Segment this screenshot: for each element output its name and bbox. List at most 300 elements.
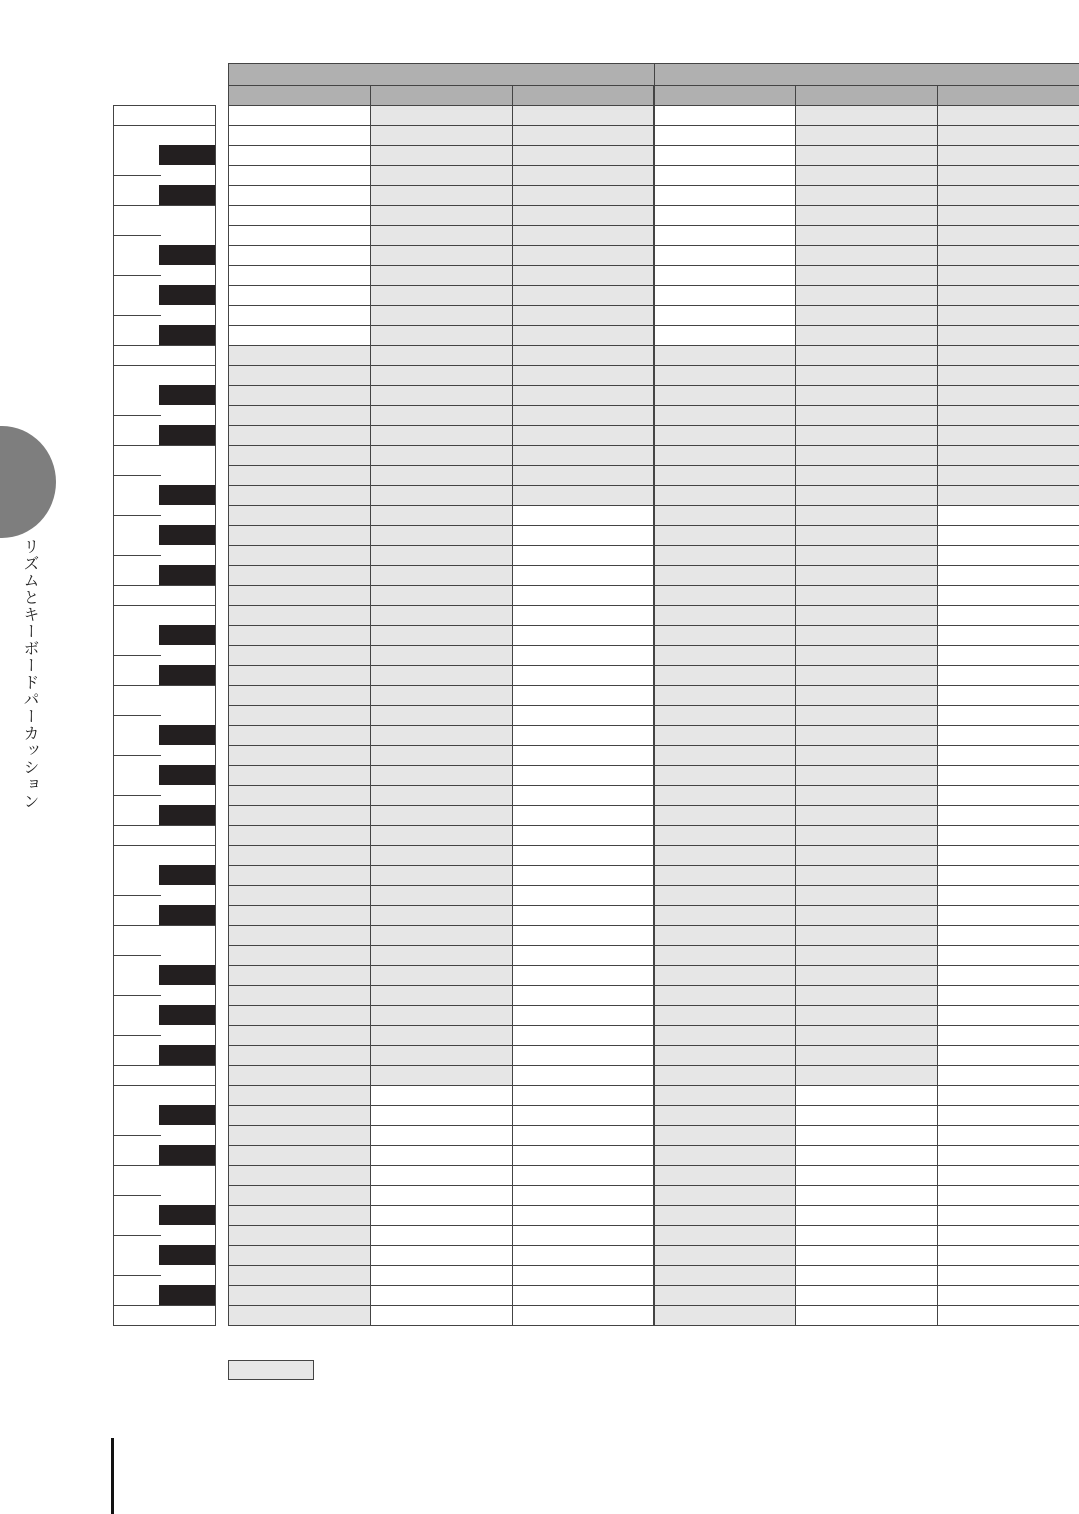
- table-cell: [937, 1205, 1079, 1226]
- white-key-divider: [113, 515, 161, 516]
- black-key: [159, 1205, 215, 1225]
- table-cell: [937, 785, 1079, 806]
- table-cell: [654, 565, 797, 586]
- table-cell: [937, 685, 1079, 706]
- table-cell: [795, 1085, 938, 1106]
- table-cell: [795, 165, 938, 186]
- table-cell: [937, 1125, 1079, 1146]
- table-cell: [654, 205, 797, 226]
- table-cell: [937, 965, 1079, 986]
- black-key: [159, 1005, 215, 1025]
- table-cell: [937, 145, 1079, 166]
- table-cell: [795, 765, 938, 786]
- table-cell: [370, 865, 513, 886]
- table-cell: [654, 165, 797, 186]
- table-cell: [512, 785, 655, 806]
- table-cell: [795, 1265, 938, 1286]
- table-cell: [512, 425, 655, 446]
- table-cell: [795, 1045, 938, 1066]
- table-cell: [937, 1285, 1079, 1306]
- table-cell: [512, 445, 655, 466]
- table-cell: [512, 305, 655, 326]
- table-cell: [228, 765, 371, 786]
- table-cell: [937, 1085, 1079, 1106]
- table-cell: [654, 425, 797, 446]
- white-key-divider: [113, 475, 161, 476]
- table-cell: [795, 465, 938, 486]
- column-header: [228, 85, 371, 106]
- table-cell: [228, 425, 371, 446]
- white-key-divider: [113, 365, 216, 366]
- table-cell: [654, 965, 797, 986]
- table-cell: [795, 145, 938, 166]
- legend-swatch: [228, 1360, 314, 1380]
- table-cell: [937, 1045, 1079, 1066]
- black-key: [159, 425, 215, 445]
- table-cell: [228, 745, 371, 766]
- table-cell: [654, 125, 797, 146]
- white-key-divider: [113, 685, 216, 686]
- table-cell: [937, 245, 1079, 266]
- table-cell: [512, 705, 655, 726]
- table-cell: [654, 1225, 797, 1246]
- column-header: [654, 85, 797, 106]
- table-cell: [795, 865, 938, 886]
- table-cell: [370, 425, 513, 446]
- table-cell: [654, 1285, 797, 1306]
- table-cell: [228, 405, 371, 426]
- table-cell: [795, 305, 938, 326]
- white-key-divider: [113, 655, 161, 656]
- group-header: [228, 63, 655, 86]
- table-cell: [512, 725, 655, 746]
- table-cell: [370, 585, 513, 606]
- table-cell: [654, 305, 797, 326]
- table-cell: [795, 125, 938, 146]
- table-cell: [937, 1305, 1079, 1326]
- white-key-divider: [113, 1165, 216, 1166]
- table-cell: [228, 1285, 371, 1306]
- white-key-divider: [113, 235, 161, 236]
- table-cell: [370, 925, 513, 946]
- table-cell: [937, 605, 1079, 626]
- table-cell: [370, 605, 513, 626]
- table-cell: [512, 825, 655, 846]
- table-cell: [228, 1065, 371, 1086]
- table-cell: [512, 525, 655, 546]
- table-cell: [654, 645, 797, 666]
- table-cell: [228, 945, 371, 966]
- table-cell: [937, 1165, 1079, 1186]
- table-cell: [937, 925, 1079, 946]
- table-cell: [795, 1125, 938, 1146]
- table-cell: [512, 385, 655, 406]
- white-key-divider: [113, 955, 161, 956]
- table-cell: [370, 1085, 513, 1106]
- table-cell: [228, 1005, 371, 1026]
- table-cell: [370, 285, 513, 306]
- table-cell: [654, 905, 797, 926]
- table-cell: [512, 125, 655, 146]
- table-cell: [937, 305, 1079, 326]
- table-cell: [228, 325, 371, 346]
- table-cell: [795, 485, 938, 506]
- table-cell: [937, 205, 1079, 226]
- table-cell: [512, 265, 655, 286]
- table-cell: [795, 325, 938, 346]
- white-key-divider: [113, 585, 216, 586]
- table-cell: [228, 385, 371, 406]
- black-key: [159, 765, 215, 785]
- table-cell: [937, 645, 1079, 666]
- table-cell: [937, 825, 1079, 846]
- table-cell: [370, 885, 513, 906]
- table-cell: [654, 385, 797, 406]
- table-cell: [937, 405, 1079, 426]
- table-cell: [795, 505, 938, 526]
- table-cell: [795, 1025, 938, 1046]
- table-cell: [795, 645, 938, 666]
- table-cell: [937, 1025, 1079, 1046]
- table-cell: [654, 1065, 797, 1086]
- table-cell: [228, 1205, 371, 1226]
- black-key: [159, 565, 215, 585]
- table-cell: [654, 285, 797, 306]
- table-cell: [228, 1265, 371, 1286]
- table-cell: [228, 785, 371, 806]
- table-cell: [795, 705, 938, 726]
- white-key-divider: [113, 1235, 161, 1236]
- table-cell: [228, 125, 371, 146]
- table-cell: [370, 1125, 513, 1146]
- table-cell: [937, 525, 1079, 546]
- table-cell: [937, 105, 1079, 126]
- white-key-divider: [113, 1085, 216, 1086]
- table-cell: [937, 425, 1079, 446]
- table-cell: [512, 685, 655, 706]
- table-cell: [795, 565, 938, 586]
- table-cell: [795, 965, 938, 986]
- table-cell: [370, 505, 513, 526]
- black-key: [159, 185, 215, 205]
- table-cell: [654, 1245, 797, 1266]
- table-cell: [654, 705, 797, 726]
- black-key: [159, 1105, 215, 1125]
- table-cell: [937, 665, 1079, 686]
- white-key-divider: [113, 315, 161, 316]
- table-cell: [370, 565, 513, 586]
- black-key: [159, 285, 215, 305]
- table-cell: [370, 665, 513, 686]
- table-cell: [512, 1305, 655, 1326]
- white-key-divider: [113, 995, 161, 996]
- table-cell: [795, 605, 938, 626]
- table-cell: [654, 625, 797, 646]
- black-key: [159, 525, 215, 545]
- table-cell: [795, 985, 938, 1006]
- table-cell: [370, 1225, 513, 1246]
- table-cell: [937, 985, 1079, 1006]
- table-cell: [795, 1065, 938, 1086]
- black-key: [159, 665, 215, 685]
- table-cell: [512, 165, 655, 186]
- table-cell: [937, 1245, 1079, 1266]
- table-cell: [370, 545, 513, 566]
- table-cell: [228, 465, 371, 486]
- table-cell: [228, 965, 371, 986]
- table-cell: [512, 1265, 655, 1286]
- white-key-divider: [113, 925, 216, 926]
- table-cell: [228, 925, 371, 946]
- white-key-divider: [113, 345, 216, 346]
- table-cell: [228, 605, 371, 626]
- table-cell: [937, 285, 1079, 306]
- table-cell: [937, 745, 1079, 766]
- table-cell: [654, 365, 797, 386]
- table-cell: [937, 945, 1079, 966]
- table-cell: [228, 1305, 371, 1326]
- table-cell: [512, 845, 655, 866]
- table-cell: [937, 865, 1079, 886]
- table-cell: [228, 1225, 371, 1246]
- table-cell: [228, 305, 371, 326]
- white-key-divider: [113, 555, 161, 556]
- table-cell: [795, 1165, 938, 1186]
- table-cell: [654, 985, 797, 1006]
- table-cell: [937, 885, 1079, 906]
- table-cell: [512, 965, 655, 986]
- table-cell: [228, 1145, 371, 1166]
- table-cell: [228, 165, 371, 186]
- table-cell: [512, 985, 655, 1006]
- table-cell: [512, 205, 655, 226]
- table-cell: [795, 725, 938, 746]
- table-cell: [370, 1025, 513, 1046]
- black-key: [159, 725, 215, 745]
- table-cell: [795, 925, 938, 946]
- table-cell: [370, 445, 513, 466]
- table-cell: [795, 245, 938, 266]
- table-cell: [795, 785, 938, 806]
- black-key: [159, 1285, 215, 1305]
- table-cell: [228, 1125, 371, 1146]
- table-cell: [228, 845, 371, 866]
- table-cell: [937, 325, 1079, 346]
- table-cell: [795, 1285, 938, 1306]
- table-cell: [937, 125, 1079, 146]
- white-key-divider: [113, 415, 161, 416]
- black-key: [159, 245, 215, 265]
- table-cell: [654, 1025, 797, 1046]
- table-cell: [228, 245, 371, 266]
- table-cell: [370, 785, 513, 806]
- table-cell: [937, 1005, 1079, 1026]
- table-cell: [228, 285, 371, 306]
- table-cell: [370, 965, 513, 986]
- table-cell: [654, 685, 797, 706]
- table-cell: [654, 1185, 797, 1206]
- table-cell: [370, 1065, 513, 1086]
- table-cell: [654, 265, 797, 286]
- white-key-divider: [113, 445, 216, 446]
- white-key-divider: [113, 1305, 216, 1306]
- table-cell: [370, 245, 513, 266]
- table-cell: [795, 745, 938, 766]
- table-cell: [370, 845, 513, 866]
- table-cell: [228, 805, 371, 826]
- table-cell: [937, 485, 1079, 506]
- table-cell: [654, 185, 797, 206]
- table-cell: [937, 565, 1079, 586]
- white-key-divider: [113, 1065, 216, 1066]
- table-cell: [654, 1165, 797, 1186]
- table-cell: [512, 605, 655, 626]
- table-cell: [512, 805, 655, 826]
- table-cell: [228, 265, 371, 286]
- white-key-divider: [113, 755, 161, 756]
- table-cell: [937, 445, 1079, 466]
- column-header: [512, 85, 655, 106]
- table-cell: [795, 805, 938, 826]
- table-cell: [795, 205, 938, 226]
- table-cell: [370, 365, 513, 386]
- column-header: [370, 85, 513, 106]
- table-cell: [512, 945, 655, 966]
- table-cell: [654, 785, 797, 806]
- table-cell: [370, 345, 513, 366]
- table-cell: [937, 1105, 1079, 1126]
- chapter-tab-marker: [0, 426, 56, 538]
- table-cell: [654, 745, 797, 766]
- black-key: [159, 485, 215, 505]
- table-cell: [795, 905, 938, 926]
- table-cell: [937, 765, 1079, 786]
- table-cell: [512, 1005, 655, 1026]
- table-cell: [937, 365, 1079, 386]
- table-cell: [654, 925, 797, 946]
- table-cell: [654, 225, 797, 246]
- table-cell: [795, 1005, 938, 1026]
- table-cell: [512, 105, 655, 126]
- table-cell: [937, 385, 1079, 406]
- table-cell: [795, 845, 938, 866]
- chapter-side-label: リズムとキーボードパーカッション: [21, 538, 40, 810]
- table-cell: [370, 1245, 513, 1266]
- table-cell: [654, 805, 797, 826]
- table-cell: [512, 1125, 655, 1146]
- table-cell: [654, 1125, 797, 1146]
- table-cell: [512, 325, 655, 346]
- table-cell: [512, 1085, 655, 1106]
- table-cell: [654, 1085, 797, 1106]
- table-cell: [228, 1185, 371, 1206]
- table-cell: [654, 1045, 797, 1066]
- table-cell: [228, 885, 371, 906]
- table-cell: [937, 265, 1079, 286]
- table-cell: [512, 585, 655, 606]
- table-cell: [512, 565, 655, 586]
- table-cell: [937, 725, 1079, 746]
- column-header: [937, 85, 1079, 106]
- table-cell: [654, 1145, 797, 1166]
- table-cell: [795, 825, 938, 846]
- table-cell: [937, 345, 1079, 366]
- table-cell: [937, 705, 1079, 726]
- white-key-divider: [113, 825, 216, 826]
- table-cell: [654, 605, 797, 626]
- table-cell: [512, 925, 655, 946]
- table-cell: [370, 165, 513, 186]
- table-cell: [795, 945, 938, 966]
- table-cell: [654, 545, 797, 566]
- black-key: [159, 145, 215, 165]
- table-cell: [512, 245, 655, 266]
- table-cell: [937, 165, 1079, 186]
- black-key: [159, 1145, 215, 1165]
- table-cell: [795, 665, 938, 686]
- table-cell: [654, 665, 797, 686]
- table-cell: [654, 885, 797, 906]
- white-key-divider: [113, 845, 216, 846]
- table-cell: [654, 725, 797, 746]
- table-cell: [937, 545, 1079, 566]
- table-cell: [370, 1305, 513, 1326]
- table-cell: [370, 1165, 513, 1186]
- white-key-divider: [113, 1275, 161, 1276]
- table-cell: [228, 145, 371, 166]
- column-header: [795, 85, 938, 106]
- table-cell: [937, 185, 1079, 206]
- table-cell: [228, 545, 371, 566]
- table-cell: [795, 1245, 938, 1266]
- table-cell: [228, 345, 371, 366]
- table-cell: [228, 585, 371, 606]
- table-cell: [512, 765, 655, 786]
- table-cell: [512, 225, 655, 246]
- table-cell: [228, 865, 371, 886]
- table-cell: [228, 1085, 371, 1106]
- table-cell: [654, 765, 797, 786]
- table-cell: [795, 525, 938, 546]
- table-cell: [795, 1305, 938, 1326]
- white-key-divider: [113, 795, 161, 796]
- table-cell: [512, 485, 655, 506]
- table-cell: [228, 505, 371, 526]
- table-cell: [654, 445, 797, 466]
- table-cell: [370, 745, 513, 766]
- table-cell: [512, 365, 655, 386]
- table-cell: [228, 205, 371, 226]
- black-key: [159, 625, 215, 645]
- table-cell: [512, 505, 655, 526]
- table-cell: [370, 705, 513, 726]
- table-cell: [512, 285, 655, 306]
- table-cell: [512, 1165, 655, 1186]
- table-cell: [795, 345, 938, 366]
- table-cell: [370, 385, 513, 406]
- black-key: [159, 385, 215, 405]
- white-key-divider: [113, 605, 216, 606]
- table-cell: [654, 845, 797, 866]
- table-cell: [370, 905, 513, 926]
- table-cell: [370, 1205, 513, 1226]
- table-cell: [370, 1105, 513, 1126]
- table-cell: [370, 185, 513, 206]
- table-cell: [512, 185, 655, 206]
- table-cell: [795, 405, 938, 426]
- table-cell: [654, 505, 797, 526]
- table-cell: [512, 665, 655, 686]
